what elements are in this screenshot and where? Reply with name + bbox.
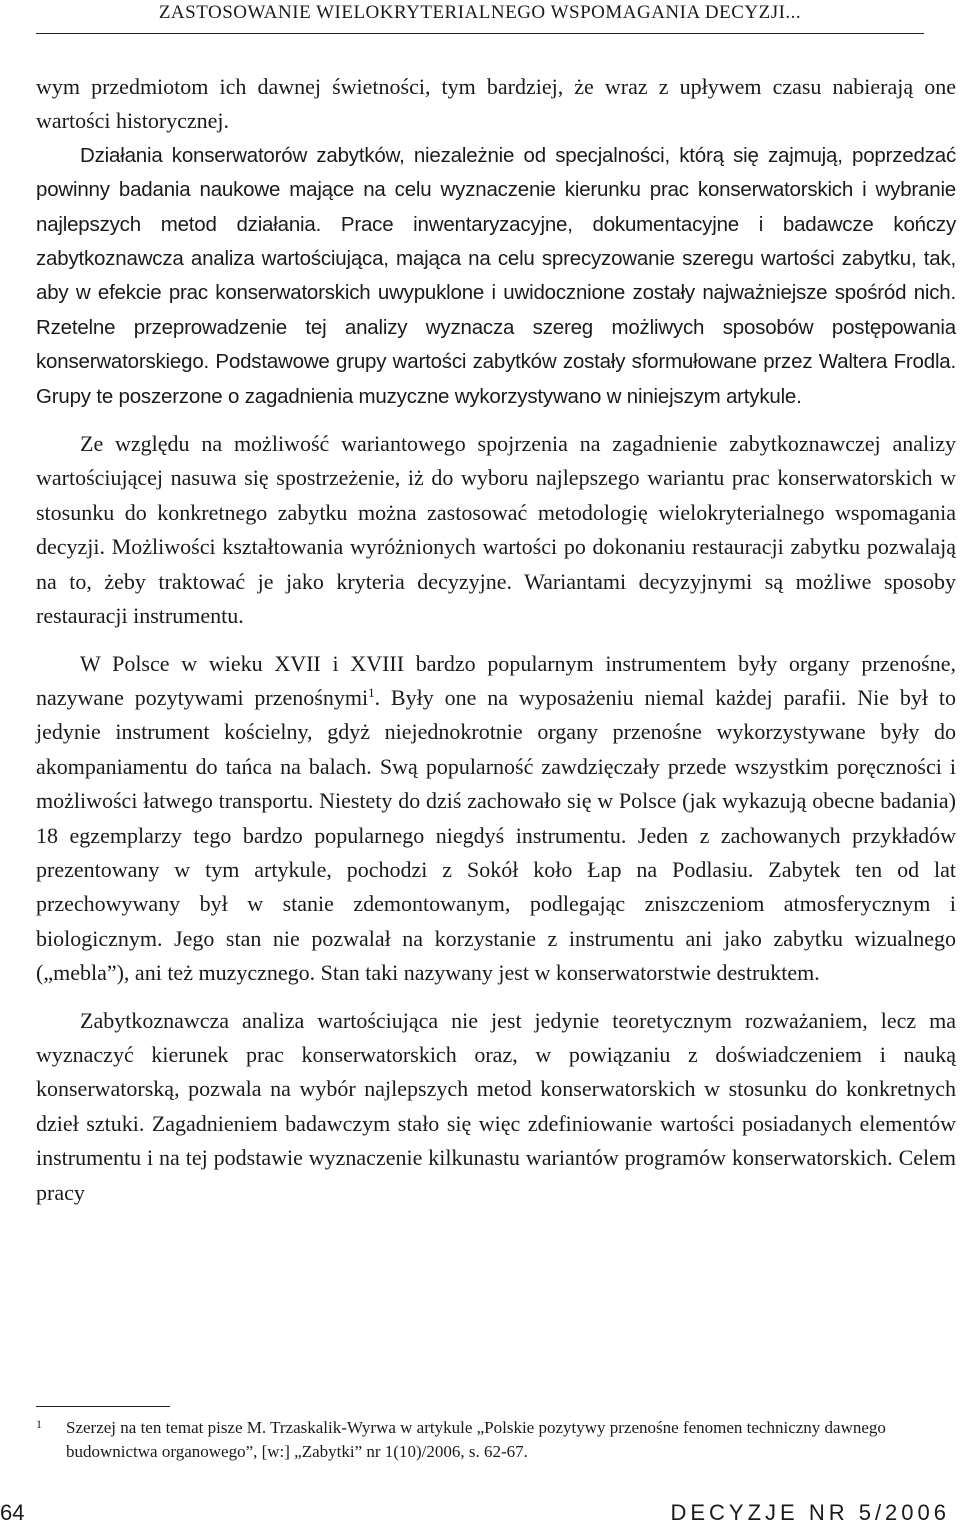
header-rule [36, 33, 924, 34]
paragraph-3: Ze względu na możliwość wariantowego spojrzenia na zagadnienie zabytkoznawczej analizy wartościującej nasuwa się spostrzeżenie, iż do wyboru najlepszego wariantu prac konserwatorskich w stosunku do konkretnego zabytku można zastosować metodologię wielokryterialnego wspomagania decyzji. Możliwości kształtowania wyróżnionych wartości po dokonaniu restauracji zabytku pozwalają na to, żeby traktować je jako kryteria decyzyjne. Wariantami decyzyjnymi są możliwe sposoby restauracji instrumentu. [36, 431, 956, 629]
article-body [36, 70, 956, 1210]
paragraph-4 [36, 647, 956, 991]
journal-name: DECYZJE NR 5/2006 [670, 1500, 950, 1525]
paragraph-5: Zabytkoznawcza analiza wartościująca nie jest jedynie teoretycznym rozważaniem, lecz ma wyznaczyć kierunek prac konserwatorskich oraz, w powiązaniu z doświadczeniem i nauką konserwatorską, pozwala na wybór najlepszych metod konserwatorskich w stosunku do konkretnych dzieł sztuki. Zagadnieniem badawczym stało się więc zdefiniowanie wartości posiadanych elementów instrumentu i na tej podstawie wyznaczenie kilkunastu wariantów programów konserwatorskich. Celem pracy [36, 1007, 956, 1205]
page-number: 64 [0, 1500, 25, 1525]
footnote [36, 1416, 956, 1464]
paragraph-1: wym przedmiotom ich dawnej świetności, tym bardziej, że wraz z upływem czasu nabierają one wartości historycznej. [36, 74, 956, 134]
running-header [0, 0, 960, 40]
footnote-text: Szerzej na ten temat pisze M. Trzaskalik-Wyrwa w artykule „Polskie pozytywy przenośne fenomen techniczny dawnego budownictwa organowego”, [w:] „Zabytki” nr 1(10)/2006, s. 62-67. [66, 1418, 886, 1461]
footnote-reference[interactable]: 1 [368, 684, 375, 700]
footnote-number: 1 [36, 1417, 42, 1431]
running-title: ZASTOSOWANIE WIELOKRYTERIALNEGO WSPOMAGANIA DECYZJI... [158, 2, 802, 23]
paragraph-4-after-note: . Były one na wyposażeniu niemal każdej parafii. Nie był to jedynie instrument kościelny, gdyż niejednokrotnie organy przenośne wykorzystywane były do akompaniamentu do tańca na balach. Swą popularność zawdzięczały przede wszystkim poręczności i możliwości łatwego transportu. Niestety do dziś zachowało się w Polsce (jak wykazują obecne badania) 18 egzemplarzy tego bardzo popularnego niegdyś instrumentu. Jeden z zachowanych przykładów prezentowany w tym artykule, pochodzi z Sokół koło Łap na Podlasiu. Zabytek ten od lat przechowywany był w stanie zdemontowanym, podlegając zniszczeniom atmosferycznym i biologicznym. Jego stan nie pozwalał na korzystanie z instrumentu ani jako zabytku wizualnego („mebla”), ani też muzycznego. Stan taki nazywany jest w konserwatorstwie destruktem. [36, 684, 956, 986]
footnote-rule [36, 1406, 170, 1407]
paragraph-2: Działania konserwatorów zabytków, niezależnie od specjalności, którą się zajmują, poprzedzać powinny badania naukowe mające na celu wyznaczenie kierunku prac konserwatorskich i wybranie najlepszych metod działania. Prace inwentaryzacyjne, dokumentacyjne i badawcze kończy zabytkoznawcza analiza wartościująca, mająca na celu sprecyzowanie szeregu wartości zabytku, tak, aby w efekcie prac konserwatorskich uwypuklone i uwidocznione zostały najważniejsze spośród nich. Rzetelne przeprowadzenie tej analizy wyznacza szereg możliwych sposobów postępowania konserwatorskiego. Podstawowe grupy wartości zabytków zostały sformułowane przez Waltera Frodla. Grupy te poszerzone o zagadnienia muzyczne wykorzystywano w niniejszym artykule. [36, 143, 956, 408]
paragraph-4-before-note: W Polsce w wieku XVII i XVIII bardzo popularnym instrumentem były organy przenośne, nazywane pozytywami przenośnymi [36, 650, 956, 710]
